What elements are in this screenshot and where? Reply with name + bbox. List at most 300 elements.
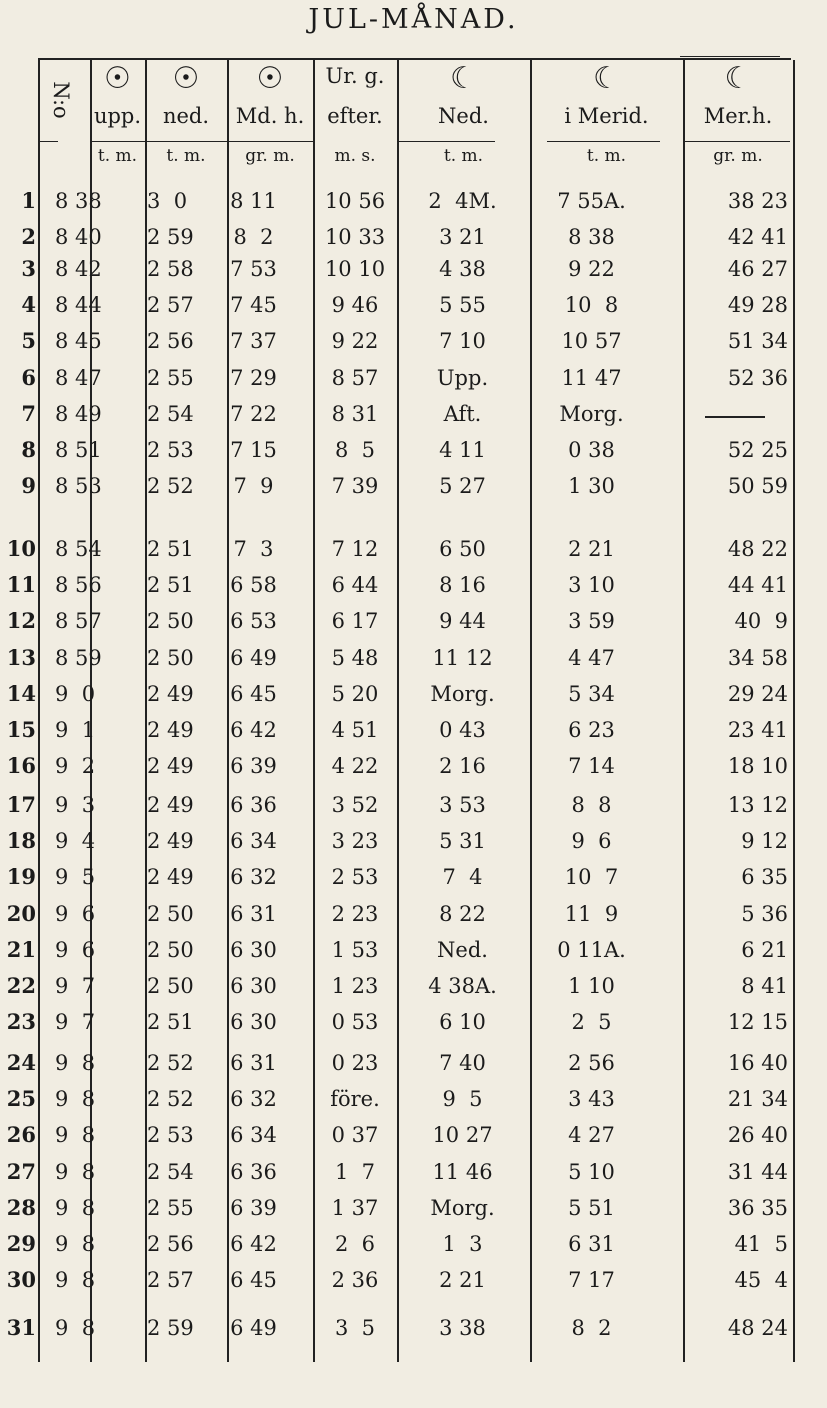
cell-day: 13 (6, 644, 36, 670)
cell-day: 1 (21, 188, 36, 213)
cell-moon-meridian-height: 34 58 (727, 645, 788, 670)
cell-clock-after: 7 39 (331, 474, 379, 499)
cell-sun-noon-height: 7 45 (230, 293, 277, 318)
table-row (0, 534, 827, 564)
cell-day: 18 (6, 828, 36, 854)
table-row (0, 222, 827, 252)
cell-moon-meridian-height: 8 41 (741, 974, 788, 998)
header-underline (547, 141, 660, 142)
table-row (0, 790, 827, 820)
cell-sunset: 2 57 (147, 293, 194, 318)
cell-sun-noon-height: 6 45 (230, 681, 277, 706)
cell-day: 28 (6, 1194, 36, 1220)
cell-sunrise: 9 1 (55, 718, 96, 742)
cell-moon-meridian-height: 13 12 (727, 793, 788, 817)
cell-sun-noon-height: 8 11 (230, 189, 277, 213)
table-row (0, 971, 827, 1001)
table-row (0, 606, 827, 636)
cell-moon-meridian-height: 38 23 (727, 189, 788, 213)
cell-sunrise: 9 6 (55, 901, 96, 926)
cell-sunrise: 8 44 (55, 293, 102, 318)
cell-moon-meridian-height: 23 41 (727, 718, 788, 742)
cell-clock-after: 3 5 (334, 1316, 376, 1340)
cell-sunset: 3 0 (147, 189, 188, 213)
header-underline (398, 141, 495, 142)
cell-sunset: 2 53 (147, 1123, 194, 1148)
cell-clock-after: 3 23 (331, 829, 379, 854)
cell-moonset: 5 31 (439, 829, 486, 854)
cell-moonset: 3 38 (439, 1316, 486, 1340)
cell-moonset: 9 5 (442, 1087, 483, 1112)
cell-clock-after: 2 53 (331, 865, 379, 890)
cell-moon-meridian: 11 9 (564, 901, 619, 926)
cell-sunrise: 9 7 (55, 1010, 96, 1035)
cell-moon-meridian: 6 31 (568, 1232, 615, 1256)
cell-sunset: 2 50 (147, 901, 194, 926)
cell-sunset: 2 50 (147, 645, 194, 670)
cell-clock-after: 1 37 (331, 1195, 379, 1220)
cell-sunset: 2 49 (147, 793, 194, 817)
cell-sun-noon-height: 8 2 (233, 225, 274, 250)
cell-sunrise: 9 8 (55, 1316, 96, 1340)
cell-clock-after: 2 6 (334, 1232, 376, 1256)
cell-clock-after: 5 20 (331, 681, 379, 706)
header-symbol-moon-meridian-height: ☾ (724, 61, 752, 96)
cell-day: 12 (6, 608, 36, 634)
cell-moon-meridian: 1 10 (568, 974, 615, 998)
cell-clock-after: 4 22 (331, 754, 379, 779)
cell-sunrise: 9 8 (55, 1051, 96, 1075)
cell-sun-noon-height: 6 58 (230, 573, 277, 598)
cell-moon-meridian-height: 5 36 (741, 901, 788, 926)
header-underline (40, 141, 58, 142)
header-underline (227, 141, 313, 142)
cell-sun-noon-height: 6 30 (230, 974, 277, 998)
cell-sunrise: 9 5 (55, 865, 96, 890)
cell-moon-meridian: 0 38 (568, 438, 615, 462)
cell-sun-noon-height: 6 30 (230, 937, 277, 962)
cell-moonset: 2 16 (439, 754, 486, 779)
cell-moon-meridian: 2 5 (571, 1010, 612, 1035)
cell-moon-meridian-height: 29 24 (727, 681, 788, 706)
cell-day: 16 (6, 753, 36, 779)
cell-moon-meridian-height: 36 35 (727, 1195, 788, 1220)
cell-moon-meridian: 7 17 (568, 1268, 615, 1293)
cell-sunrise: 9 2 (55, 754, 96, 779)
cell-moonset: 7 40 (439, 1051, 486, 1075)
cell-clock-after: före. (330, 1087, 380, 1112)
header-underline (145, 141, 227, 142)
cell-sun-noon-height: 6 32 (230, 1087, 277, 1112)
table-row (0, 186, 827, 216)
cell-moonset: 7 4 (442, 865, 483, 890)
cell-sun-noon-height: 6 36 (230, 793, 277, 817)
cell-moon-meridian: 4 27 (568, 1123, 615, 1148)
cell-moonset: 10 27 (432, 1123, 493, 1148)
cell-day: 4 (21, 292, 36, 318)
cell-day: 26 (6, 1122, 36, 1148)
table-row (0, 471, 827, 501)
cell-sunset: 2 55 (147, 1195, 194, 1220)
cell-day: 20 (6, 900, 36, 926)
table-row (0, 935, 827, 965)
cell-sunset: 2 56 (147, 329, 194, 354)
cell-clock-after: 10 33 (324, 225, 386, 250)
table-row (0, 1007, 827, 1037)
cell-day: 25 (6, 1086, 36, 1112)
cell-sunset: 2 57 (147, 1268, 194, 1293)
cell-sunrise: 9 3 (55, 793, 96, 817)
header-unit-moon-meridian-height: gr. m. (713, 146, 763, 166)
cell-moonset: 5 55 (439, 293, 486, 318)
cell-day: 21 (6, 936, 36, 962)
table-row (0, 826, 827, 856)
cell-clock-after: 9 46 (331, 293, 379, 318)
cell-clock-after: 1 7 (334, 1159, 376, 1184)
table-row (0, 290, 827, 320)
cell-moon-meridian: 10 7 (564, 865, 619, 890)
cell-moon-meridian: 4 47 (568, 645, 615, 670)
cell-moon-meridian-height: 50 59 (727, 474, 788, 499)
cell-moon-meridian: 9 22 (568, 257, 615, 281)
header-label-moonset: Ned. (438, 104, 489, 128)
cell-sunrise: 8 59 (55, 645, 102, 670)
cell-moon-meridian-height: 21 34 (727, 1087, 788, 1112)
cell-clock-after: 0 37 (331, 1123, 379, 1148)
cell-moonset: Ned. (437, 937, 488, 962)
cell-moonset: 4 11 (439, 438, 486, 462)
cell-sunset: 2 49 (147, 681, 194, 706)
table-row (0, 1265, 827, 1295)
cell-day: 2 (21, 224, 36, 250)
table-row (0, 899, 827, 929)
cell-sunrise: 9 8 (55, 1268, 96, 1293)
cell-sunrise: 8 54 (55, 537, 102, 561)
cell-moon-meridian: 9 6 (571, 829, 612, 854)
cell-moonset: 2 4M. (428, 189, 497, 213)
cell-sunrise: 8 40 (55, 225, 102, 250)
cell-moon-meridian-height: 31 44 (727, 1159, 788, 1184)
header-unit-sunrise: t. m. (97, 146, 138, 166)
cell-day: 31 (6, 1315, 36, 1340)
cell-clock-after: 8 5 (334, 438, 376, 462)
cell-moon-meridian-height: 48 24 (727, 1316, 788, 1340)
cell-moon-meridian: 5 34 (568, 681, 615, 706)
cell-day: 15 (6, 717, 36, 742)
cell-moon-meridian-height-dash (705, 416, 765, 418)
cell-sun-noon-height: 6 34 (230, 829, 277, 854)
cell-sunrise: 8 51 (55, 438, 102, 462)
cell-moon-meridian-height: 9 12 (741, 829, 788, 854)
cell-moon-meridian-height: 18 10 (727, 754, 788, 779)
cell-moonset: 3 21 (439, 225, 486, 250)
cell-sunset: 2 51 (147, 537, 194, 561)
cell-moon-meridian-height: 52 25 (727, 438, 788, 462)
cell-moon-meridian-height: 49 28 (727, 293, 788, 318)
cell-moonset: 11 46 (432, 1159, 493, 1184)
cell-clock-after: 0 23 (331, 1051, 379, 1075)
cell-clock-after: 2 36 (331, 1268, 379, 1293)
cell-day: 27 (6, 1158, 36, 1184)
header-symbol-clock-after: Ur. g. (325, 64, 385, 88)
cell-moon-meridian-height: 6 35 (741, 865, 788, 890)
cell-sunset: 2 49 (147, 865, 194, 890)
table-row (0, 751, 827, 781)
header-label-moon-meridian: i Merid. (564, 104, 649, 128)
table-row (0, 1120, 827, 1150)
cell-clock-after: 2 23 (331, 901, 379, 926)
cell-sunrise: 9 8 (55, 1159, 96, 1184)
cell-sunset: 2 51 (147, 1010, 194, 1035)
cell-sun-noon-height: 7 9 (233, 474, 274, 499)
cell-sunset: 2 52 (147, 474, 194, 499)
cell-sun-noon-height: 6 49 (230, 1316, 277, 1340)
cell-clock-after: 0 53 (331, 1010, 379, 1035)
cell-day: 19 (6, 864, 36, 890)
table-row (0, 570, 827, 600)
cell-sunset: 2 59 (147, 1316, 194, 1340)
cell-sun-noon-height: 6 45 (230, 1268, 277, 1293)
cell-moon-meridian: 2 21 (568, 537, 615, 561)
cell-moon-meridian-height: 41 5 (734, 1232, 788, 1256)
cell-moon-meridian-height: 16 40 (727, 1051, 788, 1075)
cell-sun-noon-height: 6 34 (230, 1123, 277, 1148)
cell-clock-after: 1 23 (331, 974, 379, 998)
cell-moon-meridian: 10 8 (564, 293, 619, 318)
cell-sunset: 2 50 (147, 974, 194, 998)
cell-day: 30 (6, 1267, 36, 1293)
cell-day: 3 (21, 256, 36, 281)
cell-moon-meridian-height: 46 27 (727, 257, 788, 281)
table-row (0, 254, 827, 284)
header-symbol-moon-meridian: ☾ (593, 61, 620, 96)
cell-clock-after: 10 10 (324, 257, 386, 281)
cell-moon-meridian-height: 45 4 (734, 1268, 788, 1293)
cell-sun-noon-height: 6 30 (230, 1010, 277, 1035)
cell-sunset: 2 49 (147, 829, 194, 854)
header-unit-sunset: t. m. (166, 146, 206, 166)
cell-day: 6 (21, 364, 36, 390)
cell-sunrise: 9 8 (55, 1123, 96, 1148)
cell-clock-after: 3 52 (331, 793, 379, 817)
cell-sunset: 2 56 (147, 1232, 194, 1256)
cell-sun-noon-height: 7 29 (230, 365, 277, 390)
cell-sun-noon-height: 6 31 (230, 1051, 277, 1075)
cell-moon-meridian-height: 26 40 (727, 1123, 788, 1148)
cell-sunrise: 9 8 (55, 1232, 96, 1256)
cell-clock-after: 10 56 (324, 189, 386, 213)
cell-sun-noon-height: 6 53 (230, 609, 277, 634)
header-label-sunset: ned. (162, 104, 210, 128)
cell-moon-meridian-height: 48 22 (727, 537, 788, 561)
cell-moonset: Upp. (436, 365, 489, 390)
header-label-moon-meridian-height: Mer.h. (703, 104, 773, 128)
cell-moon-meridian: 7 14 (568, 754, 615, 779)
cell-moon-meridian: 8 8 (571, 793, 612, 817)
cell-moonset: 4 38A. (428, 974, 497, 998)
header-unit-clock-after: m. s. (334, 146, 376, 166)
cell-moon-meridian: 3 43 (568, 1087, 615, 1112)
header-label-clock-after: efter. (327, 104, 383, 128)
table-row (0, 643, 827, 673)
cell-sun-noon-height: 7 15 (230, 438, 277, 462)
table-row (0, 1229, 827, 1259)
cell-day: 9 (21, 473, 36, 499)
cell-sun-noon-height: 7 37 (230, 329, 277, 354)
cell-sunrise: 8 42 (55, 257, 102, 281)
table-top-rule (38, 58, 791, 60)
cell-moon-meridian: 5 10 (568, 1159, 615, 1184)
cell-clock-after: 8 31 (331, 401, 379, 426)
table-row (0, 1048, 827, 1078)
cell-moon-meridian: 1 30 (568, 474, 615, 499)
cell-sunset: 2 55 (147, 365, 194, 390)
cell-sun-noon-height: 7 3 (233, 537, 274, 561)
cell-day: 24 (6, 1050, 36, 1075)
cell-moonset: 11 12 (432, 645, 493, 670)
cell-sunrise: 8 45 (55, 329, 102, 354)
cell-clock-after: 6 17 (331, 609, 379, 634)
cell-sun-noon-height: 6 42 (230, 1232, 277, 1256)
cell-moon-meridian: 2 56 (568, 1051, 615, 1075)
cell-sun-noon-height: 6 31 (230, 901, 277, 926)
cell-sunset: 2 52 (147, 1051, 194, 1075)
cell-sunset: 2 58 (147, 257, 194, 281)
cell-day: 17 (6, 792, 36, 817)
header-unit-moon-meridian: t. m. (586, 146, 627, 166)
cell-sunset: 2 54 (147, 401, 194, 426)
cell-moon-meridian-height: 44 41 (727, 573, 788, 598)
cell-moon-meridian: 10 57 (561, 329, 622, 354)
cell-sunset: 2 50 (147, 609, 194, 634)
cell-sunrise: 8 53 (55, 474, 102, 499)
cell-moonset: 5 27 (439, 474, 486, 499)
cell-moonset: 2 21 (439, 1268, 486, 1293)
cell-moonset: 8 16 (439, 573, 486, 598)
cell-sunrise: 8 57 (55, 609, 102, 634)
table-row (0, 715, 827, 745)
cell-moon-meridian-height: 51 34 (727, 329, 788, 354)
cell-moonset: Morg. (430, 681, 495, 706)
cell-clock-after: 8 57 (331, 365, 379, 390)
cell-sun-noon-height: 7 22 (230, 401, 277, 426)
table-top-rule-outer (680, 56, 780, 57)
header-label-sun-noon-height: Md. h. (235, 104, 305, 128)
cell-clock-after: 6 44 (331, 573, 379, 598)
cell-moonset: 0 43 (439, 718, 486, 742)
header-symbol-sunrise: ☉ (104, 61, 131, 96)
cell-day: 10 (6, 536, 36, 561)
table-row (0, 1084, 827, 1114)
cell-moon-meridian: 3 10 (568, 573, 615, 598)
cell-moonset: 4 38 (439, 257, 486, 281)
table-row (0, 435, 827, 465)
cell-sun-noon-height: 7 53 (230, 257, 277, 281)
table-row (0, 363, 827, 393)
cell-moon-meridian: 5 51 (568, 1195, 615, 1220)
table-row (0, 679, 827, 709)
cell-day: 5 (21, 328, 36, 354)
header-symbol-moonset: ☾ (450, 61, 477, 96)
header-underline (685, 141, 790, 142)
cell-moonset: 7 10 (439, 329, 486, 354)
cell-moon-meridian: 0 11A. (557, 937, 626, 962)
table-row (0, 1157, 827, 1187)
header-symbol-day: N:o (49, 81, 73, 119)
header-unit-sun-noon-height: gr. m. (245, 146, 295, 166)
cell-moon-meridian: 8 38 (568, 225, 615, 250)
cell-day: 11 (6, 572, 36, 598)
cell-sunset: 2 51 (147, 573, 194, 598)
header-unit-moonset: t. m. (443, 146, 484, 166)
cell-moon-meridian: 3 59 (568, 609, 615, 634)
cell-sunset: 2 52 (147, 1087, 194, 1112)
cell-moonset: 8 22 (439, 901, 486, 926)
cell-sunrise: 8 38 (55, 189, 102, 213)
cell-moon-meridian: 11 47 (561, 365, 622, 390)
header-symbol-sun-noon-height: ☉ (256, 61, 284, 96)
cell-sunset: 2 59 (147, 225, 194, 250)
cell-clock-after: 4 51 (331, 718, 379, 742)
cell-day: 14 (6, 680, 36, 706)
cell-sun-noon-height: 6 42 (230, 718, 277, 742)
header-symbol-sunset: ☉ (172, 61, 200, 96)
cell-sunset: 2 49 (147, 754, 194, 779)
cell-sun-noon-height: 6 49 (230, 645, 277, 670)
cell-sunrise: 9 8 (55, 1087, 96, 1112)
cell-clock-after: 5 48 (331, 645, 379, 670)
cell-sun-noon-height: 6 39 (230, 754, 277, 779)
cell-moon-meridian: 7 55A. (557, 189, 626, 213)
cell-sun-noon-height: 6 36 (230, 1159, 277, 1184)
cell-sunrise: 8 56 (55, 573, 102, 598)
cell-sunset: 2 49 (147, 718, 194, 742)
cell-sun-noon-height: 6 32 (230, 865, 277, 890)
cell-sunset: 2 54 (147, 1159, 194, 1184)
cell-moonset: Morg. (430, 1195, 495, 1220)
cell-sunrise: 8 47 (55, 365, 102, 390)
cell-moon-meridian-height: 52 36 (727, 365, 788, 390)
cell-sunrise: 8 49 (55, 401, 102, 426)
cell-moonset: 1 3 (442, 1232, 483, 1256)
cell-moon-meridian: 6 23 (568, 718, 615, 742)
cell-moonset: Aft. (443, 401, 482, 426)
table-row (0, 1193, 827, 1223)
cell-sunset: 2 53 (147, 438, 194, 462)
page-title: JUL-MÅNAD. (308, 4, 519, 35)
cell-moonset: 6 10 (439, 1010, 486, 1035)
cell-day: 8 (21, 437, 36, 462)
cell-moon-meridian-height: 42 41 (727, 225, 788, 250)
cell-sunrise: 9 0 (55, 681, 96, 706)
cell-day: 22 (6, 973, 36, 998)
cell-sunrise: 9 7 (55, 974, 96, 998)
cell-sun-noon-height: 6 39 (230, 1195, 277, 1220)
cell-moonset: 3 53 (439, 793, 486, 817)
table-row (0, 1313, 827, 1343)
cell-sunrise: 9 6 (55, 937, 96, 962)
table-row (0, 399, 827, 429)
cell-sunrise: 9 4 (55, 829, 96, 854)
table-row (0, 862, 827, 892)
cell-moon-meridian: 8 2 (571, 1316, 612, 1340)
cell-moon-meridian-height: 6 21 (741, 937, 788, 962)
cell-moon-meridian-height: 12 15 (727, 1010, 788, 1035)
cell-moonset: 6 50 (439, 537, 486, 561)
header-label-sunrise: upp. (93, 104, 142, 128)
cell-sunrise: 9 8 (55, 1195, 96, 1220)
cell-moon-meridian-height: 40 9 (734, 609, 788, 634)
